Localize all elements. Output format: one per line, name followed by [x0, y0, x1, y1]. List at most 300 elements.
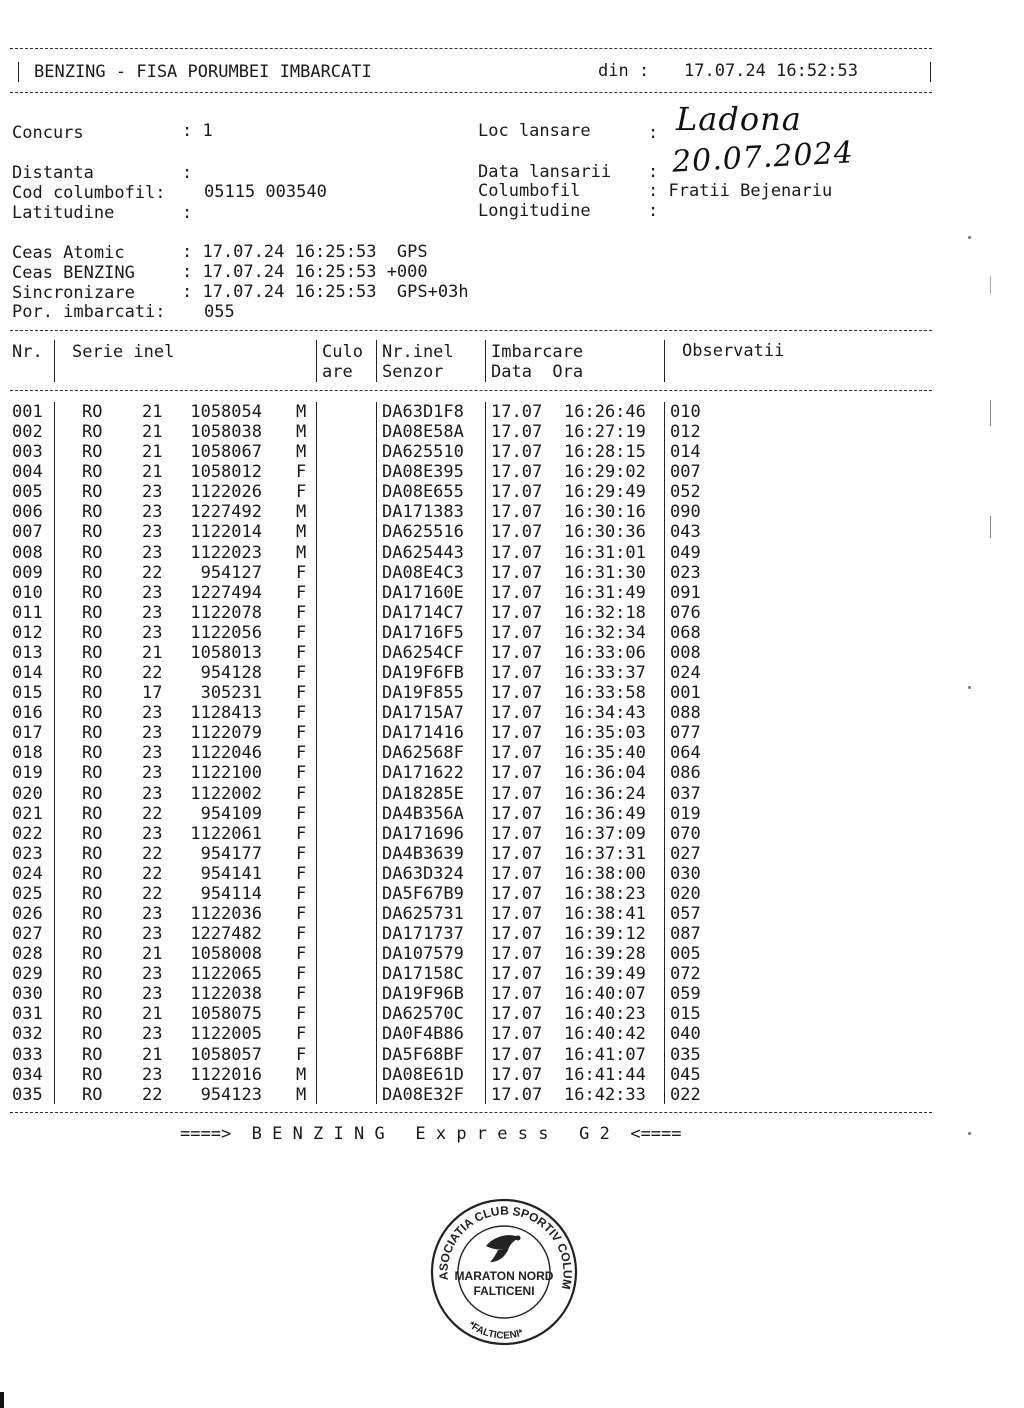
cell-ring-number: 1227482	[190, 924, 262, 945]
cell-time: 16:33:06	[564, 642, 646, 663]
cell-sensor: DA17158C	[382, 964, 464, 985]
cell-year: 22	[142, 562, 163, 583]
cell-country: RO	[82, 924, 103, 945]
cell-time: 16:35:40	[564, 743, 646, 764]
cell-year: 23	[142, 482, 163, 503]
cell-observatii: 027	[670, 843, 701, 864]
cell-observatii: 076	[670, 602, 701, 623]
cell-time: 16:32:18	[564, 602, 646, 623]
cell-date: 17.07	[491, 723, 543, 744]
scan-edge-mark	[990, 516, 991, 538]
cell-ring-number: 1122016	[190, 1064, 262, 1085]
cell-sex: F	[296, 703, 307, 724]
cell-year: 23	[142, 904, 163, 924]
cell-observatii: 052	[670, 482, 701, 503]
cell-date: 17.07	[491, 562, 543, 583]
cell-nr: 024	[12, 863, 43, 884]
cell-time: 16:31:01	[564, 542, 646, 563]
cell-nr: 009	[12, 562, 43, 583]
cell-ring-number: 954141	[200, 863, 262, 884]
cell-year: 23	[142, 783, 163, 804]
ceas-benzing-value: : 17.07.24 16:25:53 +000	[182, 262, 428, 282]
cell-time: 16:31:30	[564, 562, 646, 583]
cell-time: 16:38:41	[564, 904, 646, 924]
body-sep-2	[316, 402, 317, 1104]
cell-ring-number: 1058038	[190, 422, 262, 443]
table-bottom-rule	[10, 1112, 932, 1113]
cell-sex: F	[296, 462, 307, 483]
cell-date: 17.07	[491, 944, 543, 965]
cell-date: 17.07	[491, 622, 543, 643]
cell-observatii: 024	[670, 663, 701, 684]
cell-time: 16:35:03	[564, 723, 646, 744]
cell-year: 21	[142, 1004, 163, 1025]
cell-date: 17.07	[491, 803, 543, 824]
cell-country: RO	[82, 622, 103, 643]
cell-time: 16:34:43	[564, 703, 646, 724]
cell-year: 23	[142, 763, 163, 784]
col-header-observatii: Observatii	[682, 341, 785, 361]
cell-sex: F	[296, 803, 307, 824]
cell-nr: 015	[12, 683, 43, 704]
cell-sensor: DA171737	[382, 924, 464, 945]
hdr-sep-2	[316, 340, 317, 382]
cell-ring-number: 1128413	[190, 703, 262, 724]
cell-ring-number: 1122026	[190, 482, 262, 503]
cell-observatii: 014	[670, 442, 701, 463]
cell-ring-number: 954123	[200, 1084, 262, 1105]
porumbei-imbarcati-label: Por. imbarcati:	[12, 302, 166, 322]
cell-sensor: DA1715A7	[382, 703, 464, 724]
cell-sex: M	[296, 442, 307, 463]
longitudine-label: Longitudine	[478, 201, 591, 221]
cell-country: RO	[82, 823, 103, 844]
cell-year: 23	[142, 502, 163, 523]
cell-nr: 002	[12, 422, 43, 443]
cell-sensor: DA62568F	[382, 743, 464, 764]
cell-observatii: 064	[670, 743, 701, 764]
cell-date: 17.07	[491, 502, 543, 523]
cell-country: RO	[82, 683, 103, 704]
cell-date: 17.07	[491, 1064, 543, 1085]
cell-country: RO	[82, 1024, 103, 1045]
cell-sex: F	[296, 1044, 307, 1065]
cell-year: 17	[142, 683, 163, 704]
col-header-nr-inel: Nr.inel	[382, 342, 454, 362]
cell-nr: 029	[12, 964, 43, 985]
cell-ring-number: 954109	[200, 803, 262, 824]
ceas-atomic-label: Ceas Atomic	[12, 243, 125, 263]
cell-sex: M	[296, 1084, 307, 1105]
cell-country: RO	[82, 984, 103, 1005]
cell-observatii: 015	[670, 1004, 701, 1025]
cell-sex: F	[296, 482, 307, 503]
scan-speck	[968, 686, 971, 689]
col-header-imbarcare: Imbarcare	[491, 342, 584, 362]
cell-nr: 017	[12, 723, 43, 744]
cell-country: RO	[82, 1084, 103, 1105]
cell-ring-number: 1058012	[190, 462, 262, 483]
cell-observatii: 070	[670, 823, 701, 844]
cell-year: 21	[142, 422, 163, 443]
cell-country: RO	[82, 462, 103, 483]
cell-time: 16:39:12	[564, 924, 646, 945]
cell-year: 23	[142, 522, 163, 543]
cod-columbofil-label: Cod columbofil:	[12, 183, 166, 203]
cell-sex: F	[296, 924, 307, 945]
cell-sex: F	[296, 823, 307, 844]
cell-nr: 034	[12, 1064, 43, 1085]
cell-country: RO	[82, 843, 103, 864]
cell-country: RO	[82, 863, 103, 884]
distanta-value: :	[182, 163, 193, 183]
cell-observatii: 043	[670, 522, 701, 543]
cell-ring-number: 305231	[200, 683, 262, 704]
distanta-label: Distanta	[12, 163, 94, 183]
scan-edge-mark	[990, 276, 991, 294]
porumbei-imbarcati-value: 055	[204, 302, 235, 322]
cell-time: 16:33:58	[564, 683, 646, 704]
col-header-senzor: Senzor	[382, 362, 444, 382]
cell-observatii: 008	[670, 642, 701, 663]
latitudine-label: Latitudine	[12, 203, 115, 223]
cod-columbofil-value: 05115 003540	[204, 182, 327, 202]
cell-date: 17.07	[491, 1004, 543, 1025]
cell-date: 17.07	[491, 642, 543, 663]
cell-sensor: DA171622	[382, 763, 464, 784]
stamp-outer-text: ASOCIATIA CLUB SPORTIV COLUM	[436, 1203, 575, 1291]
cell-country: RO	[82, 642, 103, 663]
cell-sex: M	[296, 1064, 307, 1085]
cell-ring-number: 1122036	[190, 904, 262, 924]
cell-time: 16:41:44	[564, 1064, 646, 1085]
cell-sensor: DA19F855	[382, 683, 464, 704]
stamp-inner-line2: FALTICENI	[473, 1284, 535, 1298]
cell-sex: F	[296, 1004, 307, 1025]
cell-sex: M	[296, 522, 307, 543]
cell-year: 21	[142, 642, 163, 663]
loc-lansare-handwritten: Ladona	[676, 100, 802, 138]
header-bottom-rule	[10, 92, 932, 93]
cell-country: RO	[82, 502, 103, 523]
cell-country: RO	[82, 482, 103, 503]
cell-year: 21	[142, 442, 163, 463]
cell-country: RO	[82, 1044, 103, 1065]
cell-year: 21	[142, 402, 163, 422]
scan-speck	[968, 1132, 971, 1135]
cell-time: 16:41:07	[564, 1044, 646, 1065]
cell-time: 16:29:02	[564, 462, 646, 483]
cell-sex: F	[296, 582, 307, 603]
cell-ring-number: 954128	[200, 663, 262, 684]
cell-year: 22	[142, 863, 163, 884]
hdr-sep-1	[54, 340, 55, 382]
cell-ring-number: 1122079	[190, 723, 262, 744]
cell-sex: F	[296, 642, 307, 663]
cell-time: 16:38:23	[564, 883, 646, 904]
cell-sex: M	[296, 542, 307, 563]
cell-time: 16:40:07	[564, 984, 646, 1005]
cell-date: 17.07	[491, 663, 543, 684]
cell-year: 23	[142, 703, 163, 724]
cell-date: 17.07	[491, 823, 543, 844]
cell-ring-number: 1122065	[190, 964, 262, 985]
cell-date: 17.07	[491, 1044, 543, 1065]
cell-ring-number: 1058057	[190, 1044, 262, 1065]
col-header-culoare-2: are	[322, 362, 353, 382]
cell-country: RO	[82, 783, 103, 804]
table-top-rule	[10, 330, 932, 331]
cell-sensor: DA5F67B9	[382, 883, 464, 904]
cell-year: 23	[142, 1024, 163, 1045]
cell-date: 17.07	[491, 1084, 543, 1105]
cell-sensor: DA19F6FB	[382, 663, 464, 684]
cell-sex: F	[296, 843, 307, 864]
cell-sex: F	[296, 904, 307, 924]
cell-country: RO	[82, 542, 103, 563]
cell-sex: F	[296, 883, 307, 904]
cell-date: 17.07	[491, 883, 543, 904]
cell-sex: F	[296, 984, 307, 1005]
cell-sex: F	[296, 562, 307, 583]
cell-nr: 011	[12, 602, 43, 623]
cell-time: 16:37:09	[564, 823, 646, 844]
footer-banner: ====> B E N Z I N G E x p r e s s G 2 <====	[180, 1124, 682, 1144]
concurs-label: Concurs	[12, 123, 84, 143]
cell-ring-number: 1227492	[190, 502, 262, 523]
cell-observatii: 086	[670, 763, 701, 784]
cell-country: RO	[82, 522, 103, 543]
cell-time: 16:39:28	[564, 944, 646, 965]
cell-ring-number: 954127	[200, 562, 262, 583]
cell-observatii: 007	[670, 462, 701, 483]
cell-sex: M	[296, 502, 307, 523]
cell-time: 16:40:23	[564, 1004, 646, 1025]
cell-sensor: DA625731	[382, 904, 464, 924]
cell-date: 17.07	[491, 602, 543, 623]
hdr-sep-3	[376, 340, 377, 382]
cell-observatii: 001	[670, 683, 701, 704]
cell-time: 16:40:42	[564, 1024, 646, 1045]
cell-nr: 031	[12, 1004, 43, 1025]
cell-time: 16:38:00	[564, 863, 646, 884]
cell-time: 16:29:49	[564, 482, 646, 503]
cell-observatii: 020	[670, 883, 701, 904]
cell-time: 16:31:49	[564, 582, 646, 603]
cell-nr: 008	[12, 542, 43, 563]
cell-year: 21	[142, 944, 163, 965]
cell-sensor: DA62570C	[382, 1004, 464, 1025]
cell-year: 23	[142, 622, 163, 643]
cell-sensor: DA08E395	[382, 462, 464, 483]
cell-observatii: 087	[670, 924, 701, 945]
data-lansarii-label: Data lansarii	[478, 162, 612, 182]
cell-ring-number: 1058067	[190, 442, 262, 463]
cell-ring-number: 1058013	[190, 642, 262, 663]
cell-year: 22	[142, 663, 163, 684]
cell-nr: 003	[12, 442, 43, 463]
cell-nr: 006	[12, 502, 43, 523]
cell-ring-number: 1122038	[190, 984, 262, 1005]
cell-nr: 005	[12, 482, 43, 503]
cell-sex: F	[296, 743, 307, 764]
cell-observatii: 068	[670, 622, 701, 643]
cell-year: 23	[142, 743, 163, 764]
cell-nr: 018	[12, 743, 43, 764]
cell-sex: F	[296, 863, 307, 884]
cell-country: RO	[82, 904, 103, 924]
body-sep-5	[664, 402, 665, 1104]
cell-ring-number: 1122023	[190, 542, 262, 563]
cell-ring-number: 1122061	[190, 823, 262, 844]
data-lansarii-colon: :	[648, 162, 659, 182]
header-right-bar	[930, 62, 931, 82]
cell-year: 23	[142, 723, 163, 744]
cell-year: 23	[142, 823, 163, 844]
cell-date: 17.07	[491, 402, 543, 422]
cell-year: 23	[142, 964, 163, 985]
cell-sensor: DA171416	[382, 723, 464, 744]
cell-sensor: DA6254CF	[382, 642, 464, 663]
cell-observatii: 088	[670, 703, 701, 724]
cell-year: 23	[142, 984, 163, 1005]
cell-year: 23	[142, 1064, 163, 1085]
cell-year: 23	[142, 542, 163, 563]
cell-ring-number: 1122100	[190, 763, 262, 784]
cell-date: 17.07	[491, 582, 543, 603]
cell-sensor: DA08E32F	[382, 1084, 464, 1105]
cell-sensor: DA08E58A	[382, 422, 464, 443]
cell-year: 21	[142, 462, 163, 483]
cell-sex: F	[296, 663, 307, 684]
cell-time: 16:26:46	[564, 402, 646, 422]
cell-country: RO	[82, 602, 103, 623]
cell-year: 23	[142, 924, 163, 945]
concurs-value: : 1	[182, 121, 213, 141]
cell-country: RO	[82, 663, 103, 684]
cell-year: 22	[142, 1084, 163, 1105]
cell-ring-number: 1058054	[190, 402, 262, 422]
col-header-data-ora: Data Ora	[491, 362, 584, 382]
cell-date: 17.07	[491, 763, 543, 784]
cell-nr: 001	[12, 402, 43, 422]
columbofil-label: Columbofil	[478, 181, 581, 201]
cell-observatii: 091	[670, 582, 701, 603]
cell-country: RO	[82, 442, 103, 463]
cell-year: 23	[142, 582, 163, 603]
cell-observatii: 022	[670, 1084, 701, 1105]
scan-corner-mark	[0, 1392, 4, 1408]
cell-observatii: 057	[670, 904, 701, 924]
cell-time: 16:27:19	[564, 422, 646, 443]
sincronizare-value: : 17.07.24 16:25:53 GPS+03h	[182, 282, 469, 302]
data-lansarii-handwritten: 20.07.2024	[671, 135, 855, 180]
loc-lansare-label: Loc lansare	[478, 121, 591, 141]
cell-ring-number: 1227494	[190, 582, 262, 603]
cell-observatii: 049	[670, 542, 701, 563]
cell-observatii: 072	[670, 964, 701, 985]
cell-sensor: DA63D324	[382, 863, 464, 884]
cell-ring-number: 1122002	[190, 783, 262, 804]
cell-time: 16:33:37	[564, 663, 646, 684]
cell-time: 16:36:24	[564, 783, 646, 804]
cell-date: 17.07	[491, 783, 543, 804]
cell-time: 16:42:33	[564, 1084, 646, 1105]
hdr-sep-4	[485, 340, 486, 382]
cell-observatii: 090	[670, 502, 701, 523]
cell-country: RO	[82, 703, 103, 724]
din-label: din :	[598, 61, 650, 81]
cell-sensor: DA08E655	[382, 482, 464, 503]
cell-nr: 025	[12, 883, 43, 904]
cell-nr: 019	[12, 763, 43, 784]
cell-year: 22	[142, 883, 163, 904]
cell-observatii: 012	[670, 422, 701, 443]
col-header-culoare-1: Culo	[322, 342, 363, 362]
cell-nr: 004	[12, 462, 43, 483]
cell-nr: 030	[12, 984, 43, 1005]
cell-observatii: 059	[670, 984, 701, 1005]
cell-sex: F	[296, 622, 307, 643]
cell-nr: 007	[12, 522, 43, 543]
cell-sensor: DA08E4C3	[382, 562, 464, 583]
dove-icon	[486, 1235, 521, 1262]
cell-time: 16:30:36	[564, 522, 646, 543]
cell-nr: 027	[12, 924, 43, 945]
body-sep-3	[376, 402, 377, 1104]
cell-sex: F	[296, 723, 307, 744]
cell-ring-number: 1122046	[190, 743, 262, 764]
cell-sensor: DA171383	[382, 502, 464, 523]
cell-nr: 012	[12, 622, 43, 643]
cell-country: RO	[82, 723, 103, 744]
cell-ring-number: 954177	[200, 843, 262, 864]
cell-sensor: DA0F4B86	[382, 1024, 464, 1045]
cell-year: 21	[142, 1044, 163, 1065]
cell-date: 17.07	[491, 843, 543, 864]
stamp-seal-icon	[428, 1196, 580, 1348]
cell-nr: 010	[12, 582, 43, 603]
cell-country: RO	[82, 883, 103, 904]
cell-date: 17.07	[491, 984, 543, 1005]
cell-nr: 016	[12, 703, 43, 724]
cell-date: 17.07	[491, 422, 543, 443]
cell-sex: F	[296, 763, 307, 784]
cell-sex: F	[296, 602, 307, 623]
table-header-rule	[10, 390, 932, 391]
cell-observatii: 023	[670, 562, 701, 583]
cell-country: RO	[82, 1004, 103, 1025]
loc-lansare-colon: :	[648, 123, 659, 143]
latitudine-value: :	[182, 203, 193, 223]
cell-date: 17.07	[491, 482, 543, 503]
cell-date: 17.07	[491, 924, 543, 945]
cell-date: 17.07	[491, 462, 543, 483]
cell-sensor: DA5F68BF	[382, 1044, 464, 1065]
ceas-atomic-value: : 17.07.24 16:25:53 GPS	[182, 242, 428, 262]
cell-date: 17.07	[491, 542, 543, 563]
cell-sex: F	[296, 683, 307, 704]
cell-time: 16:28:15	[564, 442, 646, 463]
cell-nr: 014	[12, 663, 43, 684]
cell-time: 16:36:49	[564, 803, 646, 824]
cell-ring-number: 1122014	[190, 522, 262, 543]
cell-sensor: DA08E61D	[382, 1064, 464, 1085]
cell-date: 17.07	[491, 964, 543, 985]
cell-sensor: DA171696	[382, 823, 464, 844]
cell-year: 23	[142, 602, 163, 623]
cell-ring-number: 1122078	[190, 602, 262, 623]
